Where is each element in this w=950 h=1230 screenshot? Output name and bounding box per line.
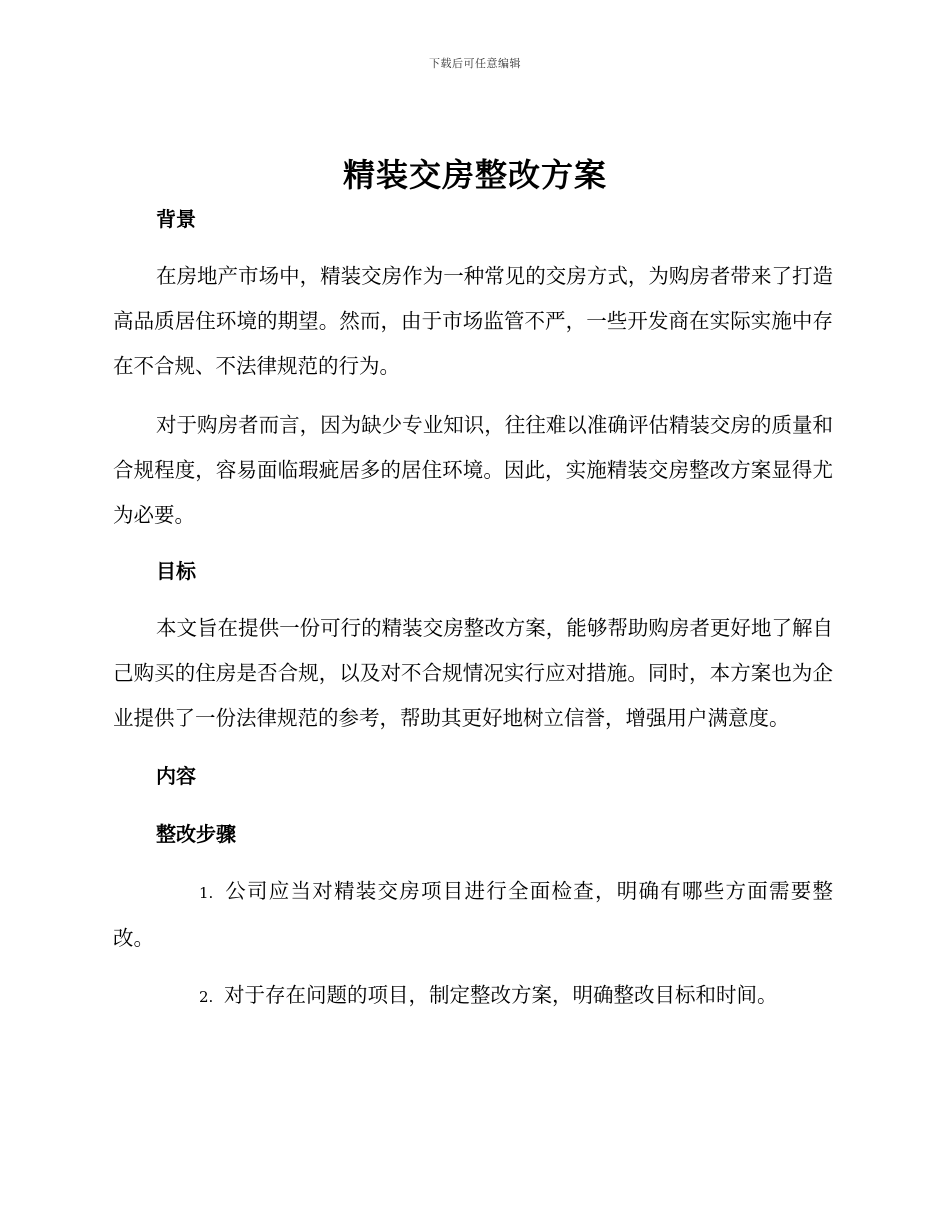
background-paragraph-2: 对于购房者而言，因为缺少专业知识，往往难以准确评估精装交房的质量和合规程度，容易面临瑕疵居多的居住环境。因此，实施精装交房整改方案显得尤为必要。 xyxy=(113,413,833,527)
list-item-text: 公司应当对精装交房项目进行全面检查，明确有哪些方面需要整改。 xyxy=(113,879,833,950)
list-item-text: 对于存在问题的项目，制定整改方案，明确整改目标和时间。 xyxy=(224,983,778,1007)
goal-paragraph-1: 本文旨在提供一份可行的精装交房整改方案，能够帮助购房者更好地了解自己购买的住房是否合规，以及对不合规情况实行应对措施。同时，本方案也为企业提供了一份法律规范的参考，帮助其更好地树立信誉，增强用户满意度。 xyxy=(113,616,833,730)
list-number: 1. xyxy=(199,884,214,902)
list-number: 2. xyxy=(199,988,214,1006)
section-heading-content: 内容 xyxy=(156,764,196,788)
list-item xyxy=(113,869,833,961)
section-heading-goal: 目标 xyxy=(156,559,196,583)
section-heading-background: 背景 xyxy=(156,207,196,231)
header-note: 下载后可任意编辑 xyxy=(429,57,521,70)
list-item xyxy=(113,973,833,1020)
document-title: 精装交房整改方案 xyxy=(342,156,607,194)
section-heading-steps: 整改步骤 xyxy=(156,822,236,846)
background-paragraph-1: 在房地产市场中，精装交房作为一种常见的交房方式，为购房者带来了打造高品质居住环境的期望。然而，由于市场监管不严，一些开发商在实际实施中存在不合规、不法律规范的行为。 xyxy=(113,264,833,378)
document-body xyxy=(113,204,833,1020)
